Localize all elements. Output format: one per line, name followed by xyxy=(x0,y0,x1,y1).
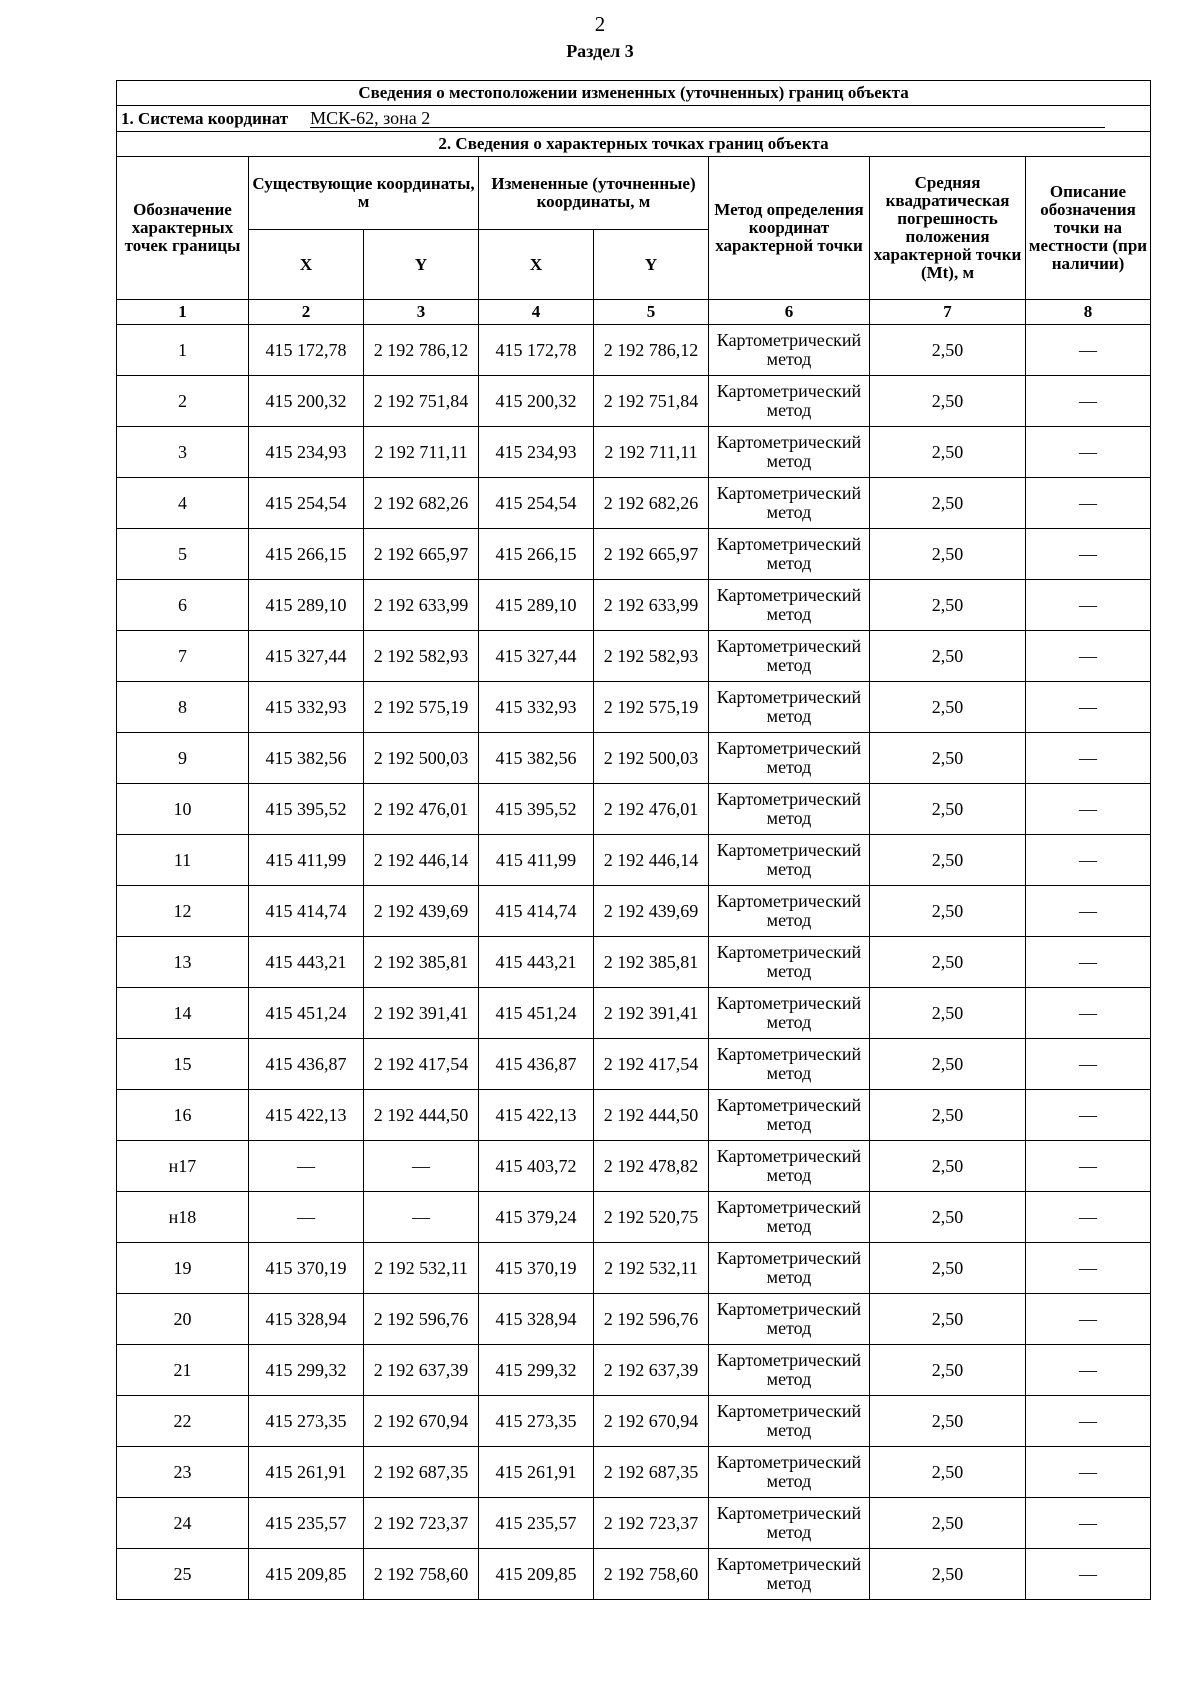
changed-y: 2 192 439,69 xyxy=(594,886,709,937)
point-designation: 15 xyxy=(117,1039,249,1090)
table-row xyxy=(117,1294,1151,1345)
existing-y: 2 192 633,99 xyxy=(364,580,479,631)
changed-y: 2 192 444,50 xyxy=(594,1090,709,1141)
header-error: Средняя квадратическая погрешность положения характерной точки (Mt), м xyxy=(870,157,1026,300)
method: Картометрический метод xyxy=(709,1243,870,1294)
column-number: 5 xyxy=(594,300,709,325)
point-designation: 16 xyxy=(117,1090,249,1141)
point-designation: 2 xyxy=(117,376,249,427)
point-description: — xyxy=(1026,1090,1151,1141)
existing-y: 2 192 665,97 xyxy=(364,529,479,580)
changed-y: 2 192 446,14 xyxy=(594,835,709,886)
existing-x: 415 395,52 xyxy=(249,784,364,835)
changed-x: 415 332,93 xyxy=(479,682,594,733)
changed-y: 2 192 665,97 xyxy=(594,529,709,580)
changed-x: 415 411,99 xyxy=(479,835,594,886)
existing-x: 415 266,15 xyxy=(249,529,364,580)
point-description: — xyxy=(1026,1294,1151,1345)
point-description: — xyxy=(1026,1396,1151,1447)
table-row xyxy=(117,784,1151,835)
point-designation: 4 xyxy=(117,478,249,529)
existing-y: 2 192 439,69 xyxy=(364,886,479,937)
table-title: Сведения о местоположении измененных (уточненных) границ объекта xyxy=(117,81,1151,106)
point-designation: н18 xyxy=(117,1192,249,1243)
error-value: 2,50 xyxy=(870,733,1026,784)
column-number: 8 xyxy=(1026,300,1151,325)
existing-x: 415 172,78 xyxy=(249,325,364,376)
table-row xyxy=(117,1549,1151,1600)
table-row xyxy=(117,937,1151,988)
existing-y: 2 192 670,94 xyxy=(364,1396,479,1447)
existing-x: 415 234,93 xyxy=(249,427,364,478)
point-description: — xyxy=(1026,1192,1151,1243)
existing-x: 415 254,54 xyxy=(249,478,364,529)
column-number: 2 xyxy=(249,300,364,325)
existing-x: 415 235,57 xyxy=(249,1498,364,1549)
existing-x: 415 436,87 xyxy=(249,1039,364,1090)
changed-x: 415 266,15 xyxy=(479,529,594,580)
error-value: 2,50 xyxy=(870,1192,1026,1243)
method: Картометрический метод xyxy=(709,784,870,835)
error-value: 2,50 xyxy=(870,1243,1026,1294)
existing-x: 415 327,44 xyxy=(249,631,364,682)
table-row xyxy=(117,631,1151,682)
point-description: — xyxy=(1026,376,1151,427)
existing-y: 2 192 446,14 xyxy=(364,835,479,886)
header-existing-y: Y xyxy=(364,230,479,300)
boundary-points-table xyxy=(116,80,1151,1600)
points-title: 2. Сведения о характерных точках границ объекта xyxy=(117,132,1151,157)
point-description: — xyxy=(1026,1345,1151,1396)
point-description: — xyxy=(1026,1447,1151,1498)
table-row xyxy=(117,835,1151,886)
coordinate-system-value: МСК-62, зона 2 xyxy=(310,109,1105,129)
changed-y: 2 192 520,75 xyxy=(594,1192,709,1243)
changed-y: 2 192 786,12 xyxy=(594,325,709,376)
existing-y: — xyxy=(364,1141,479,1192)
point-designation: 8 xyxy=(117,682,249,733)
method: Картометрический метод xyxy=(709,1141,870,1192)
point-description: — xyxy=(1026,682,1151,733)
error-value: 2,50 xyxy=(870,988,1026,1039)
changed-x: 415 327,44 xyxy=(479,631,594,682)
column-number: 4 xyxy=(479,300,594,325)
method: Картометрический метод xyxy=(709,1039,870,1090)
error-value: 2,50 xyxy=(870,682,1026,733)
changed-x: 415 379,24 xyxy=(479,1192,594,1243)
existing-y: 2 192 444,50 xyxy=(364,1090,479,1141)
point-description: — xyxy=(1026,478,1151,529)
error-value: 2,50 xyxy=(870,937,1026,988)
changed-y: 2 192 478,82 xyxy=(594,1141,709,1192)
changed-y: 2 192 751,84 xyxy=(594,376,709,427)
changed-x: 415 382,56 xyxy=(479,733,594,784)
existing-y: 2 192 687,35 xyxy=(364,1447,479,1498)
changed-x: 415 235,57 xyxy=(479,1498,594,1549)
changed-y: 2 192 670,94 xyxy=(594,1396,709,1447)
table-row xyxy=(117,1039,1151,1090)
existing-x: 415 382,56 xyxy=(249,733,364,784)
existing-y: 2 192 417,54 xyxy=(364,1039,479,1090)
error-value: 2,50 xyxy=(870,427,1026,478)
point-designation: 5 xyxy=(117,529,249,580)
header-method: Метод определения координат характерной точки xyxy=(709,157,870,300)
table-row xyxy=(117,733,1151,784)
changed-y: 2 192 758,60 xyxy=(594,1549,709,1600)
point-designation: 9 xyxy=(117,733,249,784)
existing-y: 2 192 385,81 xyxy=(364,937,479,988)
changed-y: 2 192 723,37 xyxy=(594,1498,709,1549)
changed-x: 415 403,72 xyxy=(479,1141,594,1192)
changed-x: 415 200,32 xyxy=(479,376,594,427)
changed-y: 2 192 476,01 xyxy=(594,784,709,835)
table-row xyxy=(117,1243,1151,1294)
point-description: — xyxy=(1026,1243,1151,1294)
method: Картометрический метод xyxy=(709,733,870,784)
changed-y: 2 192 596,76 xyxy=(594,1294,709,1345)
point-designation: 7 xyxy=(117,631,249,682)
header-changed-y: Y xyxy=(594,230,709,300)
method: Картометрический метод xyxy=(709,937,870,988)
existing-y: 2 192 500,03 xyxy=(364,733,479,784)
changed-x: 415 234,93 xyxy=(479,427,594,478)
column-number: 6 xyxy=(709,300,870,325)
point-description: — xyxy=(1026,580,1151,631)
point-designation: 22 xyxy=(117,1396,249,1447)
point-designation: 21 xyxy=(117,1345,249,1396)
point-designation: 6 xyxy=(117,580,249,631)
existing-x: 415 200,32 xyxy=(249,376,364,427)
column-number: 1 xyxy=(117,300,249,325)
changed-x: 415 422,13 xyxy=(479,1090,594,1141)
point-description: — xyxy=(1026,988,1151,1039)
table-row xyxy=(117,1141,1151,1192)
method: Картометрический метод xyxy=(709,376,870,427)
existing-x: 415 422,13 xyxy=(249,1090,364,1141)
changed-x: 415 451,24 xyxy=(479,988,594,1039)
table-row xyxy=(117,427,1151,478)
error-value: 2,50 xyxy=(870,580,1026,631)
method: Картометрический метод xyxy=(709,1396,870,1447)
point-designation: 24 xyxy=(117,1498,249,1549)
existing-y: 2 192 476,01 xyxy=(364,784,479,835)
existing-x: — xyxy=(249,1141,364,1192)
changed-x: 415 395,52 xyxy=(479,784,594,835)
changed-y: 2 192 532,11 xyxy=(594,1243,709,1294)
point-description: — xyxy=(1026,1039,1151,1090)
method: Картометрический метод xyxy=(709,682,870,733)
point-description: — xyxy=(1026,1498,1151,1549)
changed-y: 2 192 687,35 xyxy=(594,1447,709,1498)
existing-x: — xyxy=(249,1192,364,1243)
method: Картометрический метод xyxy=(709,1294,870,1345)
existing-x: 415 299,32 xyxy=(249,1345,364,1396)
changed-x: 415 443,21 xyxy=(479,937,594,988)
changed-x: 415 370,19 xyxy=(479,1243,594,1294)
error-value: 2,50 xyxy=(870,1039,1026,1090)
changed-y: 2 192 391,41 xyxy=(594,988,709,1039)
point-designation: 23 xyxy=(117,1447,249,1498)
changed-y: 2 192 682,26 xyxy=(594,478,709,529)
changed-x: 415 209,85 xyxy=(479,1549,594,1600)
table-row xyxy=(117,682,1151,733)
method: Картометрический метод xyxy=(709,1345,870,1396)
existing-y: 2 192 532,11 xyxy=(364,1243,479,1294)
existing-y: 2 192 682,26 xyxy=(364,478,479,529)
existing-x: 415 370,19 xyxy=(249,1243,364,1294)
error-value: 2,50 xyxy=(870,1141,1026,1192)
point-designation: 3 xyxy=(117,427,249,478)
existing-x: 415 332,93 xyxy=(249,682,364,733)
error-value: 2,50 xyxy=(870,1345,1026,1396)
point-description: — xyxy=(1026,427,1151,478)
header-existing-coordinates: Существующие координаты, м xyxy=(249,157,479,230)
changed-x: 415 289,10 xyxy=(479,580,594,631)
point-description: — xyxy=(1026,937,1151,988)
method: Картометрический метод xyxy=(709,631,870,682)
changed-x: 415 261,91 xyxy=(479,1447,594,1498)
point-description: — xyxy=(1026,1141,1151,1192)
error-value: 2,50 xyxy=(870,1549,1026,1600)
method: Картометрический метод xyxy=(709,1498,870,1549)
method: Картометрический метод xyxy=(709,580,870,631)
error-value: 2,50 xyxy=(870,1447,1026,1498)
header-description: Описание обозначения точки на местности (при наличии) xyxy=(1026,157,1151,300)
table-row xyxy=(117,376,1151,427)
error-value: 2,50 xyxy=(870,784,1026,835)
error-value: 2,50 xyxy=(870,376,1026,427)
changed-y: 2 192 582,93 xyxy=(594,631,709,682)
method: Картометрический метод xyxy=(709,1447,870,1498)
table-row xyxy=(117,1192,1151,1243)
changed-x: 415 328,94 xyxy=(479,1294,594,1345)
point-designation: 25 xyxy=(117,1549,249,1600)
table-row xyxy=(117,529,1151,580)
point-description: — xyxy=(1026,886,1151,937)
error-value: 2,50 xyxy=(870,529,1026,580)
coordinate-system-label: 1. Система координат xyxy=(121,108,289,128)
point-description: — xyxy=(1026,733,1151,784)
point-designation: н17 xyxy=(117,1141,249,1192)
method: Картометрический метод xyxy=(709,835,870,886)
existing-x: 415 328,94 xyxy=(249,1294,364,1345)
method: Картометрический метод xyxy=(709,1549,870,1600)
existing-y: 2 192 751,84 xyxy=(364,376,479,427)
point-description: — xyxy=(1026,1549,1151,1600)
point-designation: 10 xyxy=(117,784,249,835)
error-value: 2,50 xyxy=(870,631,1026,682)
existing-y: 2 192 711,11 xyxy=(364,427,479,478)
changed-x: 415 273,35 xyxy=(479,1396,594,1447)
existing-x: 415 209,85 xyxy=(249,1549,364,1600)
changed-y: 2 192 575,19 xyxy=(594,682,709,733)
point-description: — xyxy=(1026,631,1151,682)
section-title: Раздел 3 xyxy=(566,41,634,61)
point-designation: 14 xyxy=(117,988,249,1039)
point-designation: 11 xyxy=(117,835,249,886)
header-changed-coordinates: Измененные (уточненные) координаты, м xyxy=(479,157,709,230)
existing-x: 415 261,91 xyxy=(249,1447,364,1498)
changed-y: 2 192 385,81 xyxy=(594,937,709,988)
table-row xyxy=(117,1396,1151,1447)
table-row xyxy=(117,478,1151,529)
table-row xyxy=(117,1345,1151,1396)
method: Картометрический метод xyxy=(709,1090,870,1141)
existing-x: 415 411,99 xyxy=(249,835,364,886)
point-designation: 1 xyxy=(117,325,249,376)
changed-y: 2 192 637,39 xyxy=(594,1345,709,1396)
method: Картометрический метод xyxy=(709,529,870,580)
error-value: 2,50 xyxy=(870,478,1026,529)
point-designation: 19 xyxy=(117,1243,249,1294)
existing-y: 2 192 575,19 xyxy=(364,682,479,733)
existing-y: 2 192 582,93 xyxy=(364,631,479,682)
column-number: 3 xyxy=(364,300,479,325)
existing-x: 415 414,74 xyxy=(249,886,364,937)
column-number: 7 xyxy=(870,300,1026,325)
method: Картометрический метод xyxy=(709,325,870,376)
point-designation: 20 xyxy=(117,1294,249,1345)
existing-x: 415 451,24 xyxy=(249,988,364,1039)
table-row xyxy=(117,1498,1151,1549)
table-row xyxy=(117,1090,1151,1141)
error-value: 2,50 xyxy=(870,1396,1026,1447)
error-value: 2,50 xyxy=(870,1090,1026,1141)
existing-y: 2 192 391,41 xyxy=(364,988,479,1039)
existing-y: 2 192 723,37 xyxy=(364,1498,479,1549)
point-designation: 12 xyxy=(117,886,249,937)
table-row xyxy=(117,1447,1151,1498)
existing-y: 2 192 758,60 xyxy=(364,1549,479,1600)
method: Картометрический метод xyxy=(709,427,870,478)
method: Картометрический метод xyxy=(709,478,870,529)
error-value: 2,50 xyxy=(870,1498,1026,1549)
point-designation: 13 xyxy=(117,937,249,988)
existing-y: 2 192 637,39 xyxy=(364,1345,479,1396)
page-number: 2 xyxy=(594,12,606,36)
existing-x: 415 273,35 xyxy=(249,1396,364,1447)
point-description: — xyxy=(1026,529,1151,580)
method: Картометрический метод xyxy=(709,886,870,937)
column-numbers-row xyxy=(117,300,1151,325)
table-row xyxy=(117,325,1151,376)
method: Картометрический метод xyxy=(709,988,870,1039)
changed-y: 2 192 633,99 xyxy=(594,580,709,631)
changed-x: 415 436,87 xyxy=(479,1039,594,1090)
changed-y: 2 192 500,03 xyxy=(594,733,709,784)
existing-x: 415 289,10 xyxy=(249,580,364,631)
point-description: — xyxy=(1026,325,1151,376)
header-designation: Обозначение характерных точек границы xyxy=(117,157,249,300)
existing-y: — xyxy=(364,1192,479,1243)
table-row xyxy=(117,886,1151,937)
header-changed-x: X xyxy=(479,230,594,300)
header-existing-x: X xyxy=(249,230,364,300)
table-row xyxy=(117,988,1151,1039)
changed-x: 415 172,78 xyxy=(479,325,594,376)
changed-x: 415 414,74 xyxy=(479,886,594,937)
error-value: 2,50 xyxy=(870,325,1026,376)
changed-y: 2 192 711,11 xyxy=(594,427,709,478)
existing-y: 2 192 596,76 xyxy=(364,1294,479,1345)
changed-x: 415 254,54 xyxy=(479,478,594,529)
error-value: 2,50 xyxy=(870,835,1026,886)
existing-x: 415 443,21 xyxy=(249,937,364,988)
method: Картометрический метод xyxy=(709,1192,870,1243)
point-description: — xyxy=(1026,835,1151,886)
coordinate-system-row xyxy=(117,106,1151,132)
changed-x: 415 299,32 xyxy=(479,1345,594,1396)
table-row xyxy=(117,580,1151,631)
point-description: — xyxy=(1026,784,1151,835)
changed-y: 2 192 417,54 xyxy=(594,1039,709,1090)
existing-y: 2 192 786,12 xyxy=(364,325,479,376)
error-value: 2,50 xyxy=(870,1294,1026,1345)
error-value: 2,50 xyxy=(870,886,1026,937)
